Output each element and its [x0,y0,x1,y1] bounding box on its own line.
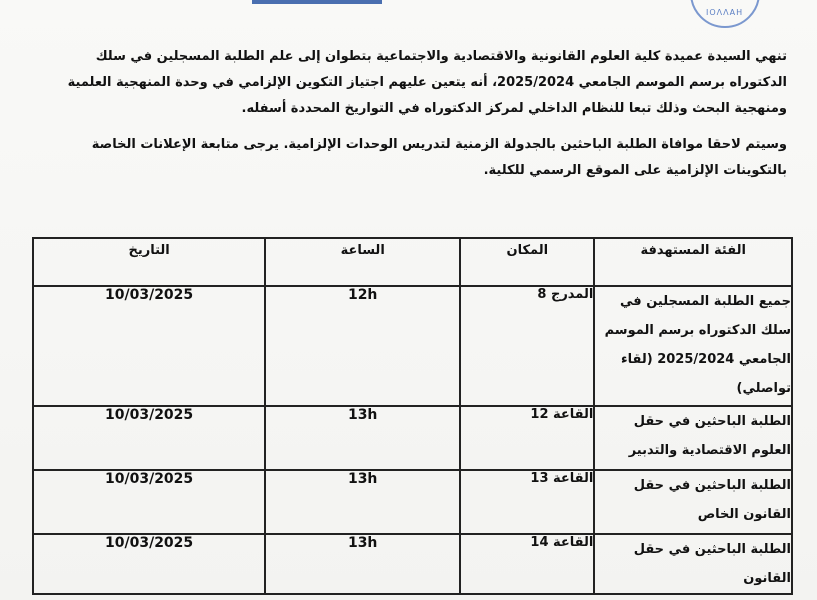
date-cell: 10/03/2025 [33,470,265,534]
seal-text: ΙΟΛΛΑΗ [706,8,744,17]
announcement-paragraph-1 [46,44,787,122]
announcement-text-2: وسيتم لاحقا موافاة الطلبة الباحثين بالجدولة الزمنية لتدريس الوحدات الإلزامية. يرجى متابعة الإعلانات الخاصة بالتكوينات الإلزامية على الموقع الرسمي للكلية. [91,137,787,178]
category-cell: الطلبة الباحثين في حقل القانون [594,534,792,594]
date-cell: 10/03/2025 [33,406,265,470]
header-time: الساعة [265,238,460,286]
place-cell: المدرج 8 [460,286,594,406]
place-cell: القاعة 12 [460,406,594,470]
table-header-row [33,238,792,286]
category-cell: جميع الطلبة المسجلين في سلك الدكتوراه برسم الموسم الجامعي 2025/2024 (لقاء تواصلي) [594,286,792,406]
category-cell: الطلبة الباحثين في حقل القانون الخاص [594,470,792,534]
table-row [33,470,792,534]
table-row [33,286,792,406]
schedule-table [32,237,793,595]
header-date: التاريخ [33,238,265,286]
date-cell: 10/03/2025 [33,286,265,406]
letterhead-stripe [252,0,382,4]
place-cell: القاعة 13 [460,470,594,534]
time-cell: 13h [265,406,460,470]
announcement-text-1: تنهي السيدة عميدة كلية العلوم القانونية والاقتصادية والاجتماعية بتطوان إلى علم الطلبة المسجلين في سلك الدكتوراه برسم الموسم الجامعي 2025/2024، أنه يتعين عليهم اجتياز التكوين الإلزامي في وحدة المنهجية العلمية ومنهجية البحث وذلك تبعا للنظام الداخلي لمركز الدكتوراه في التواريخ المحددة أسفله. [67,49,787,116]
category-cell: الطلبة الباحثين في حقل العلوم الاقتصادية والتدبير [594,406,792,470]
table-row [33,406,792,470]
header-place: المكان [460,238,594,286]
time-cell: 13h [265,534,460,594]
place-cell: القاعة 14 [460,534,594,594]
table-row [33,534,792,594]
time-cell: 13h [265,470,460,534]
date-cell: 10/03/2025 [33,534,265,594]
announcement-paragraph-2 [46,132,787,184]
time-cell: 12h [265,286,460,406]
header-category: الفئة المستهدفة [594,238,792,286]
